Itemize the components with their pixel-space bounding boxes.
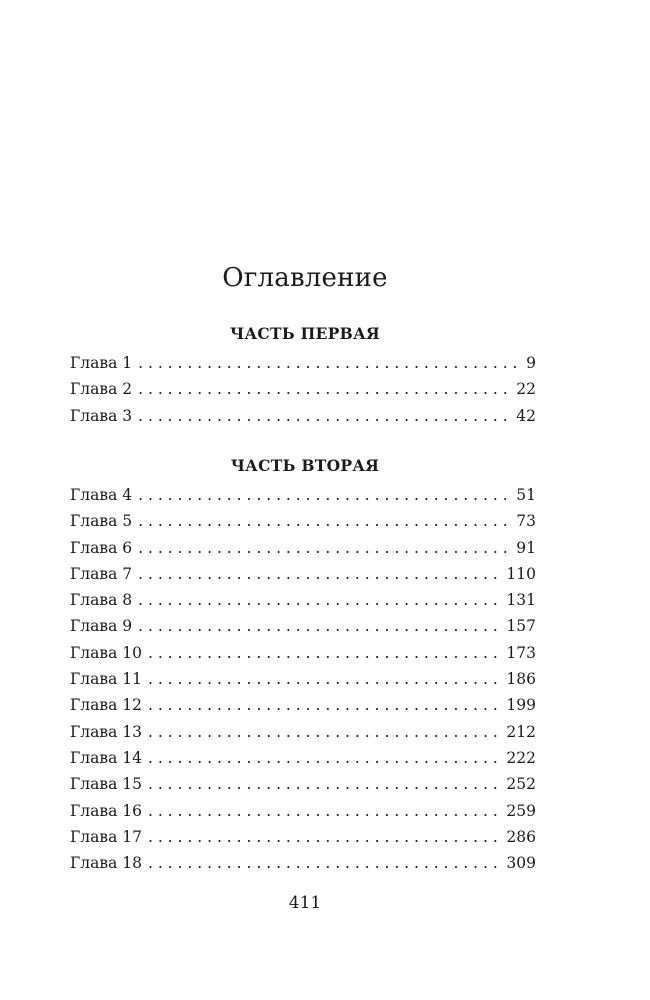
toc-entry xyxy=(70,350,536,376)
toc-entry-label: Глава 16 xyxy=(70,801,142,820)
dot-leader xyxy=(138,561,500,587)
toc-entry-label: Глава 12 xyxy=(70,696,142,715)
part-heading-2: ЧАСТЬ ВТОРАЯ xyxy=(230,456,380,475)
toc-entry-page: 186 xyxy=(506,670,536,689)
toc-entry-page: 199 xyxy=(506,696,536,715)
toc-entry-page: 73 xyxy=(516,512,536,531)
dot-leader xyxy=(148,666,500,692)
dot-leader xyxy=(138,508,510,534)
toc-entry xyxy=(70,403,536,429)
toc-entry-label: Глава 18 xyxy=(70,854,142,873)
toc-entry-label: Глава 6 xyxy=(70,538,133,557)
dot-leader xyxy=(138,535,510,561)
toc-entry-label: Глава 7 xyxy=(70,564,133,583)
dot-leader xyxy=(138,376,510,402)
toc-entry-page: 22 xyxy=(516,380,536,399)
toc-entry-label: Глава 14 xyxy=(70,748,142,767)
toc-entry-page: 157 xyxy=(506,617,536,636)
toc-entry-page: 110 xyxy=(506,564,536,583)
part-heading-1: ЧАСТЬ ПЕРВАЯ xyxy=(230,324,380,343)
toc-entry-label: Глава 10 xyxy=(70,643,142,662)
toc-entry xyxy=(70,824,536,850)
toc-entry-label: Глава 4 xyxy=(70,486,133,504)
toc-entry-page: 173 xyxy=(506,643,536,662)
toc-entry-page: 51 xyxy=(516,486,536,504)
toc-list-part-1 xyxy=(70,350,536,429)
dot-leader xyxy=(148,692,500,718)
dot-leader xyxy=(148,745,500,771)
toc-entry xyxy=(70,587,536,613)
toc-entry-label: Глава 13 xyxy=(70,722,142,741)
toc-entry-label: Глава 9 xyxy=(70,617,133,636)
toc-entry-label: Глава 17 xyxy=(70,827,142,846)
toc-entry xyxy=(70,561,536,587)
toc-entry xyxy=(70,508,536,534)
dot-leader xyxy=(148,798,500,824)
toc-entry-label: Глава 15 xyxy=(70,775,142,794)
dot-leader xyxy=(138,482,510,508)
toc-list-part-2 xyxy=(70,482,536,876)
toc-entry-page: 222 xyxy=(506,748,536,767)
dot-leader xyxy=(138,613,500,639)
dot-leader xyxy=(148,640,500,666)
toc-entry-page: 212 xyxy=(506,722,536,741)
toc-entry-page: 42 xyxy=(516,406,536,425)
toc-entry xyxy=(70,719,536,745)
toc-entry-page: 286 xyxy=(506,827,536,846)
toc-entry-label: Глава 1 xyxy=(70,354,133,372)
toc-entry-label: Глава 2 xyxy=(70,380,133,399)
toc-entry xyxy=(70,640,536,666)
toc-entry-label: Глава 8 xyxy=(70,591,133,610)
toc-entry xyxy=(70,798,536,824)
toc-entry xyxy=(70,850,536,876)
toc-entry xyxy=(70,771,536,797)
dot-leader xyxy=(138,403,510,429)
dot-leader xyxy=(148,771,500,797)
dot-leader xyxy=(148,824,500,850)
page-title: Оглавление xyxy=(222,263,388,293)
toc-entry-page: 259 xyxy=(506,801,536,820)
toc-entry xyxy=(70,376,536,402)
dot-leader xyxy=(148,719,500,745)
page-number: 411 xyxy=(288,893,322,913)
toc-entry xyxy=(70,745,536,771)
toc-entry xyxy=(70,482,536,508)
toc-entry-page: 252 xyxy=(506,775,536,794)
toc-entry xyxy=(70,535,536,561)
toc-entry xyxy=(70,666,536,692)
dot-leader xyxy=(148,850,500,876)
dot-leader xyxy=(138,587,500,613)
toc-entry-label: Глава 5 xyxy=(70,512,133,531)
toc-entry-label: Глава 3 xyxy=(70,406,133,425)
dot-leader xyxy=(138,350,520,376)
toc-entry-page: 9 xyxy=(526,354,536,372)
toc-entry-page: 131 xyxy=(506,591,536,610)
toc-entry xyxy=(70,692,536,718)
toc-entry-page: 309 xyxy=(506,854,536,873)
toc-entry-page: 91 xyxy=(516,538,536,557)
toc-entry xyxy=(70,613,536,639)
toc-entry-label: Глава 11 xyxy=(70,670,142,689)
